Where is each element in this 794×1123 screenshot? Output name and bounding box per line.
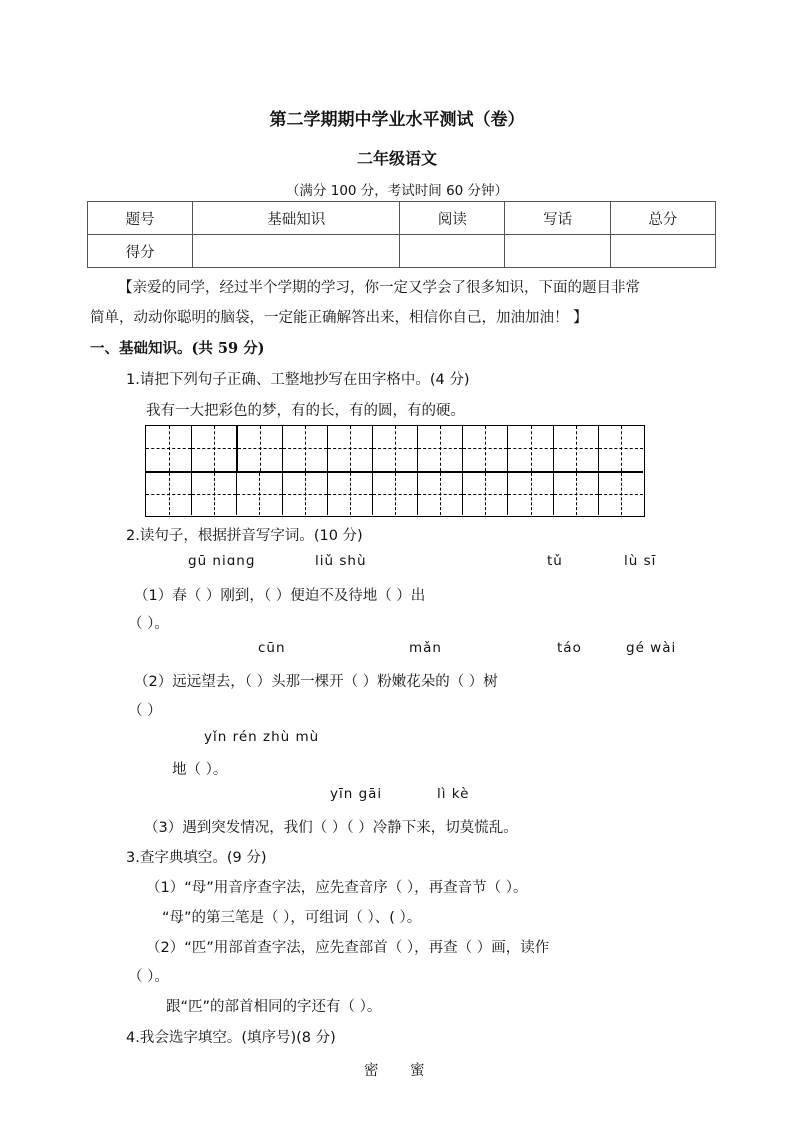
q3-line3: （2）“匹”用部首查字法，应先查部首（ ），再查（ ）画，读作 — [146, 940, 550, 956]
pinyin-tu: tǔ — [547, 553, 563, 569]
q4-char-mi: 密 — [364, 1063, 379, 1079]
tianzige-cell[interactable] — [146, 471, 191, 516]
tianzige-cell[interactable] — [372, 426, 417, 471]
q4-char-mi-honey: 蜜 — [410, 1063, 425, 1079]
tianzige-cell[interactable] — [146, 426, 191, 471]
tianzige-cell[interactable] — [507, 426, 552, 471]
score-value-cell[interactable] — [400, 235, 505, 268]
tianzige-cell[interactable] — [598, 471, 643, 516]
pinyin-guniang: gū niɑnɡ — [188, 553, 256, 569]
tianzige-guide-horizontal — [192, 494, 236, 495]
tianzige-guide-horizontal — [146, 448, 191, 449]
tianzige-guide-horizontal — [508, 494, 552, 495]
score-table-header-row — [88, 202, 716, 235]
tianzige-cell[interactable] — [553, 426, 598, 471]
q2-s1-line2: （ ）。 — [128, 616, 169, 632]
tianzige-guide-horizontal — [418, 448, 462, 449]
tianzige-cell[interactable] — [236, 471, 281, 516]
q3-line1: （1）“母”用音序查字法，应先查音序（ ），再查音节（ ）。 — [146, 880, 528, 896]
score-header-cell: 基础知识 — [193, 202, 400, 235]
intro-line-1: 【亲爱的同学，经过半个学期的学习，你一定又学会了很多知识，下面的题目非常 — [118, 280, 640, 296]
section-1-heading: 一、基础知识。(共 59 分) — [90, 340, 265, 357]
tianzige-cell[interactable] — [327, 426, 372, 471]
pinyin-like: lì kè — [437, 786, 470, 802]
pinyin-liushu: liǔ shù — [315, 553, 367, 569]
q2-s2-line2: （ ） — [128, 703, 162, 719]
tianzige-cell[interactable] — [417, 471, 462, 516]
pinyin-tao: táo — [557, 640, 582, 656]
score-header-cell: 阅读 — [400, 202, 505, 235]
tianzige-guide-horizontal — [238, 448, 281, 449]
tianzige-guide-horizontal — [328, 448, 372, 449]
tianzige-cell[interactable] — [417, 426, 462, 471]
tianzige-guide-horizontal — [508, 448, 552, 449]
pinyin-yinrenzhumu: yǐn rén zhù mù — [204, 729, 320, 745]
tianzige-writing-grid[interactable] — [145, 425, 645, 517]
q2-s2-line1: （2）远远望去，（ ）头那一棵开（ ）粉嫩花朵的（ ）树 — [134, 674, 498, 690]
tianzige-cell[interactable] — [282, 471, 327, 516]
q4-prompt: 4.我会选字填空。(填序号)(8 分) — [126, 1030, 336, 1046]
tianzige-guide-horizontal — [283, 448, 327, 449]
tianzige-guide-horizontal — [237, 494, 281, 495]
tianzige-cell[interactable] — [507, 471, 552, 516]
score-value-cell[interactable] — [193, 235, 400, 268]
tianzige-cell[interactable] — [191, 426, 236, 471]
tianzige-guide-horizontal — [418, 494, 462, 495]
q3-prompt: 3.查字典填空。(9 分) — [126, 850, 267, 866]
tianzige-guide-horizontal — [146, 494, 191, 495]
exam-subtitle: 二年级语文 — [356, 149, 437, 168]
q2-s1-line1: （1）春（ ）刚到，（ ）便迫不及待地（ ）出 — [134, 588, 426, 604]
score-header-cell: 写话 — [505, 202, 610, 235]
tianzige-guide-horizontal — [599, 448, 643, 449]
pinyin-gewai: gé wài — [626, 640, 677, 656]
score-value-cell[interactable] — [505, 235, 610, 268]
tianzige-cell[interactable] — [236, 426, 281, 471]
tianzige-cell[interactable] — [462, 471, 507, 516]
q2-prompt: 2.读句子，根据拼音写字词。(10 分) — [126, 528, 363, 544]
exam-note: （满分 100 分，考试时间 60 分钟） — [285, 183, 509, 199]
tianzige-guide-horizontal — [463, 494, 507, 495]
score-header-cell: 题号 — [88, 202, 193, 235]
intro-line-2: 简单，动动你聪明的脑袋，一定能正确解答出来，相信你自己，加油加油！ 】 — [90, 310, 588, 326]
score-header-cell: 总分 — [610, 202, 715, 235]
q1-sentence: 我有一大把彩色的梦，有的长，有的圆，有的硬。 — [146, 403, 465, 419]
tianzige-cell[interactable] — [191, 471, 236, 516]
tianzige-guide-horizontal — [463, 448, 507, 449]
score-row-label: 得分 — [88, 235, 193, 268]
tianzige-cell[interactable] — [462, 426, 507, 471]
score-table — [87, 201, 716, 268]
pinyin-yingai: yīn gāi — [330, 786, 383, 802]
tianzige-guide-horizontal — [373, 448, 417, 449]
tianzige-cell[interactable] — [282, 426, 327, 471]
q1-prompt: 1.请把下列句子正确、工整地抄写在田字格中。(4 分) — [126, 372, 470, 388]
tianzige-guide-horizontal — [328, 494, 372, 495]
score-value-cell[interactable] — [610, 235, 715, 268]
tianzige-cell[interactable] — [553, 471, 598, 516]
pinyin-cun: cūn — [258, 640, 286, 656]
tianzige-guide-horizontal — [599, 494, 643, 495]
exam-title: 第二学期期中学业水平测试（卷） — [269, 110, 525, 130]
tianzige-guide-horizontal — [554, 448, 598, 449]
pinyin-lusi: lù sī — [624, 553, 657, 569]
tianzige-guide-horizontal — [283, 494, 327, 495]
score-table-value-row — [88, 235, 716, 268]
pinyin-man: mǎn — [409, 640, 442, 656]
tianzige-guide-horizontal — [192, 448, 236, 449]
tianzige-guide-horizontal — [373, 494, 417, 495]
q3-line4: （ ）。 — [128, 969, 169, 985]
tianzige-cell[interactable] — [372, 471, 417, 516]
q3-line5: 跟“匹”的部首相同的字还有（ ）。 — [166, 999, 382, 1015]
tianzige-guide-horizontal — [554, 494, 598, 495]
q2-s3-line1: （3）遇到突发情况，我们（ ）（ ）冷静下来，切莫慌乱。 — [144, 820, 518, 836]
q2-s2-line3: 地（ ）。 — [172, 762, 228, 778]
q3-line2: “母”的第三笔是（ ），可组词（ ）、( ）。 — [162, 910, 422, 926]
tianzige-cell[interactable] — [327, 471, 372, 516]
tianzige-cell[interactable] — [598, 426, 643, 471]
